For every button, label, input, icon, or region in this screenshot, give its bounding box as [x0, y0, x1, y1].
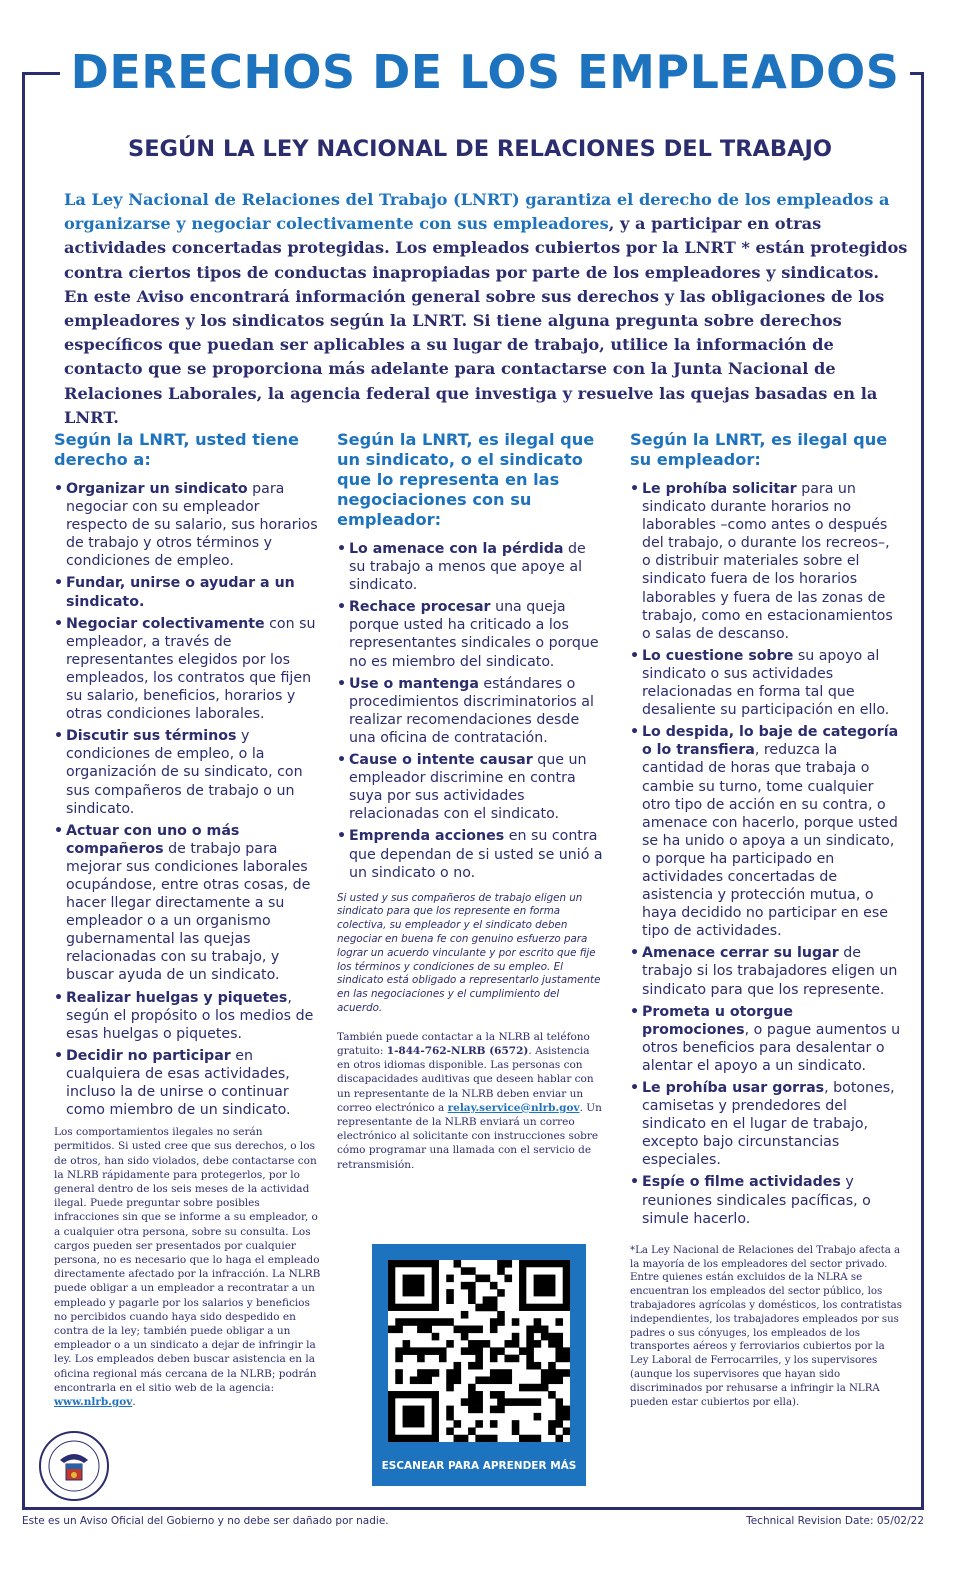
list-item — [630, 1079, 902, 1169]
union-illegal-heading: Según la LNRT, es ilegal que un sindicato, o el sindicato que lo representa en las negociaciones con su empleador: — [337, 430, 595, 529]
list-item — [337, 540, 605, 594]
list-item — [337, 751, 605, 823]
item-text: su apoyo al sindicato o sus actividades relacionadas en forma tal que desaliente su participación en ello. — [642, 647, 890, 719]
list-item — [54, 574, 324, 610]
rights-heading: Según la LNRT, usted tiene derecho a: — [54, 430, 299, 469]
list-item — [630, 1173, 902, 1227]
item-text: una queja porque usted ha criticado a los representantes sindicales o porque no es miembro del sindicato. — [349, 599, 599, 670]
list-item — [630, 723, 902, 940]
employer-illegal-list — [630, 480, 902, 1228]
qr-label: ESCANEAR PARA APRENDER MÁS — [381, 1460, 577, 1472]
footer-revision-date: Technical Revision Date: 05/02/22 — [746, 1515, 924, 1527]
item-text: con su empleador, a través de representantes elegidos por los empleados, los contratos que fijen su salario, beneficios, horarios y otras condiciones laborales. — [66, 615, 316, 723]
contact-text-a: También puede contactar a la NLRB al teléfono gratuito: — [337, 1030, 590, 1058]
list-item — [54, 615, 324, 724]
item-text: , según el propósito o los medios de esas huelgas o piquetes. — [66, 989, 314, 1042]
list-item — [54, 1047, 324, 1119]
item-bold: Actuar con uno o más compañeros — [66, 822, 240, 857]
intro-highlight: La Ley Nacional de Relaciones del Trabajo (LNRT) garantiza el derecho de los empleados a organizarse y negociar colectivamente con sus empleadores — [64, 190, 890, 234]
item-text: para negociar con su empleador respecto de su salario, sus horarios de trabajo y otros términos y condiciones de empleo. — [66, 481, 318, 570]
item-text: en su contra que dependan de si usted se unió a un sindicato o no. — [349, 828, 603, 881]
relay-email-link[interactable]: relay.service@nlrb.gov — [447, 1101, 580, 1114]
employer-illegal-heading: Según la LNRT, es ilegal que su empleador: — [630, 430, 888, 469]
item-bold: Negociar colectivamente — [66, 615, 265, 632]
note-end: . — [132, 1396, 136, 1409]
item-text: , reduzca la cantidad de horas que trabaja o cambie su turno, tome cualquier otro tipo de acción en su contra, o amenace con hacerlo, porque usted se ha unido o apoya a un sindicato, o porque ha participado en actividades concertadas de asistencia y protección mutua, o haya decidido no participar en ese tipo de actividades. — [642, 742, 898, 940]
employer-illegal-column — [630, 430, 902, 1409]
item-bold: Use o mantenga — [349, 675, 479, 692]
list-item — [337, 598, 605, 670]
item-text: de trabajo para mejorar sus condiciones laborales ocupándose, entre otras cosas, de hacer llegar directamente a su empleador o a un organismo gubernamental las quejas relacionadas con su trabajo, y buscar ayuda de un sindicato. — [66, 840, 311, 984]
item-bold: Emprenda acciones — [349, 828, 505, 845]
list-item — [630, 480, 902, 643]
item-bold: Le prohíba usar gorras — [642, 1080, 825, 1096]
contact-text-c: . Un representante de la NLRB enviará un correo electrónico al solicitante con instrucciones sobre cómo programar una llamada con el servicio de retransmisión. — [337, 1101, 602, 1171]
contact-phone: 1-844-762-NLRB (6572) — [386, 1045, 529, 1058]
illegal-behavior-note — [54, 1125, 324, 1409]
department-of-labor-seal-icon — [38, 1430, 110, 1502]
nlra-coverage-footnote: *La Ley Nacional de Relaciones del Trabajo afecta a la mayoría de los empleadores del sector privado. Entre quienes están excluidos de la NLRA se encuentran los empleados del sector público, los trabajadores agrícolas y domésticos, los contratistas independientes, los trabajadores empleados por sus padres o sus cónyuges, los empleados de los transportes aéreos y ferroviarios cubiertos por la Ley Laboral de Ferrocarriles, y los supervisores (aunque los supervisores que hayan sido discriminados por rehusarse a infringir la NLRA pueden estar cubiertos por ella). — [630, 1244, 902, 1408]
item-bold: Discutir sus términos — [66, 728, 237, 745]
item-text: , botones, camisetas y prendedores del sindicato en el lugar de trabajo, excepto bajo circunstancias especiales. — [642, 1080, 895, 1169]
nlrb-website-link[interactable]: www.nlrb.gov — [54, 1396, 133, 1409]
list-item — [54, 727, 324, 817]
item-text: de trabajo si los trabajadores eligen un sindicato para que los represente. — [642, 945, 898, 998]
footer-notice: Este es un Aviso Oficial del Gobierno y no debe ser dañado por nadie. — [22, 1515, 389, 1527]
item-bold: Amenace cerrar su lugar — [642, 945, 839, 962]
intro-rest: , y a participar en otras actividades concertadas protegidas. Los empleados cubiertos por la LNRT * están protegidos contra ciertos tipos de conductas inapropiadas por parte de los empleadores y sindicatos. En este Aviso encontrará información general sobre sus derechos y las obligaciones de los empleadores y los sindicatos según la LNRT. Si tiene alguna pregunta sobre derechos específicos que puedan ser aplicables a su lugar de trabajo, utilice la información de contacto que se proporciona más adelante para contactarse con la Junta Nacional de Relaciones Laborales, la agencia federal que investiga y resuelve las quejas basadas en la LNRT. — [64, 214, 908, 427]
item-bold: Lo cuestione sobre — [642, 647, 794, 664]
list-item — [630, 1003, 902, 1075]
item-bold: Espíe o filme actividades — [642, 1174, 841, 1191]
intro-paragraph — [64, 188, 908, 430]
contact-text-b: . Asistencia en otros idiomas disponible. Las personas con discapacidades auditivas que deseen hablar con un representante de la NLRB deben enviar un correo electrónico a — [337, 1045, 594, 1114]
contact-info — [337, 1030, 605, 1172]
union-illegal-column — [337, 430, 605, 1172]
item-text: y condiciones de empleo, o la organización de su sindicato, con sus compañeros de trabajo o un sindicato. — [66, 728, 303, 817]
item-bold: Lo amenace con la pérdida — [349, 541, 564, 557]
item-bold: Le prohíba solicitar — [642, 481, 797, 497]
item-text: , o pague aumentos u otros beneficios para desalentar o alentar el apoyo a un sindicato. — [642, 1021, 901, 1074]
item-text: de su trabajo a menos que apoye al sindicato. — [349, 541, 586, 594]
qr-code-panel[interactable] — [372, 1244, 586, 1486]
rights-column — [54, 430, 324, 1409]
list-item — [54, 989, 324, 1043]
list-item — [630, 944, 902, 998]
item-bold: Prometa u otorgue promociones — [642, 1003, 794, 1038]
list-item — [337, 827, 605, 881]
item-text: para un sindicato durante horarios no laborables –como antes o después del trabajo, o durante los recreos–, o distribuir materiales sobre el sindicato fuera de los horarios laborables y fuera de las zonas de trabajo, como en estacionamientos o salas de descanso. — [642, 481, 893, 642]
union-illegal-list — [337, 540, 605, 882]
item-text: en cualquiera de esas actividades, incluso la de unirse o continuar como miembro de un sindicato. — [66, 1047, 291, 1119]
page-title: DERECHOS DE LOS EMPLEADOS — [60, 42, 910, 102]
list-item — [54, 822, 324, 985]
item-text: y reuniones sindicales pacíficas, o simule hacerlo. — [642, 1174, 871, 1227]
item-text: que un empleador discrimine en contra suya por sus actividades relacionadas con el sindicato. — [349, 752, 587, 823]
rights-list — [54, 480, 324, 1119]
item-bold: Fundar, unirse o ayudar a un sindicato. — [66, 575, 295, 610]
note-text: Los comportamientos ilegales no serán permitidos. Si usted cree que sus derechos, o los de otros, han sido violados, debe contactarse con la NLRB rápidamente para protegerlos, por lo general dentro de los seis meses de la actividad ilegal. Puede preguntar sobre posibles infracciones sin que se informe a su empleador, o a cualquier otra persona, sobre su consulta. Los cargos pueden ser presentados por cualquier persona, no es necesario que lo haga el empleado directamente afectado por la infracción. La NLRB puede obligar a un empleador a recontratar a un empleado y pagarle por los salarios y beneficios no percibidos cuando haya sido despedido en contra de la ley; también puede obligar a un empleador o a un sindicato a dejar de infringir la ley. Los empleados deben buscar asistencia en la oficina regional más cercana de la NLRB; podrán encontrarla en el sitio web de la agencia: — [54, 1126, 321, 1394]
list-item — [630, 647, 902, 719]
item-text: estándares o procedimientos discriminatorios al realizar recomendaciones desde una oficina de contratación. — [349, 675, 594, 746]
bargaining-note: Si usted y sus compañeros de trabajo eligen un sindicato para que los represente en forma colectiva, su empleador y el sindicato deben negociar en buena fe con genuino esfuerzo para lograr un acuerdo vinculante y por escrito que fije los términos y condiciones de su empleo. El sindicato está obligado a representarlo justamente en las negociaciones y el cumplimiento del acuerdo. — [337, 891, 601, 1015]
item-bold: Organizar un sindicato — [66, 481, 248, 497]
item-bold: Realizar huelgas y piquetes — [66, 989, 288, 1006]
list-item — [54, 480, 324, 570]
page-subtitle: SEGÚN LA LEY NACIONAL DE RELACIONES DEL TRABAJO — [127, 136, 832, 162]
qr-code-icon[interactable] — [388, 1260, 570, 1442]
item-bold: Lo despida, lo baje de categoría o lo transfiera — [642, 724, 899, 759]
item-bold: Decidir no participar — [66, 1047, 231, 1064]
item-bold: Rechace procesar — [349, 599, 491, 616]
list-item — [337, 675, 605, 747]
item-bold: Cause o intente causar — [349, 752, 533, 769]
